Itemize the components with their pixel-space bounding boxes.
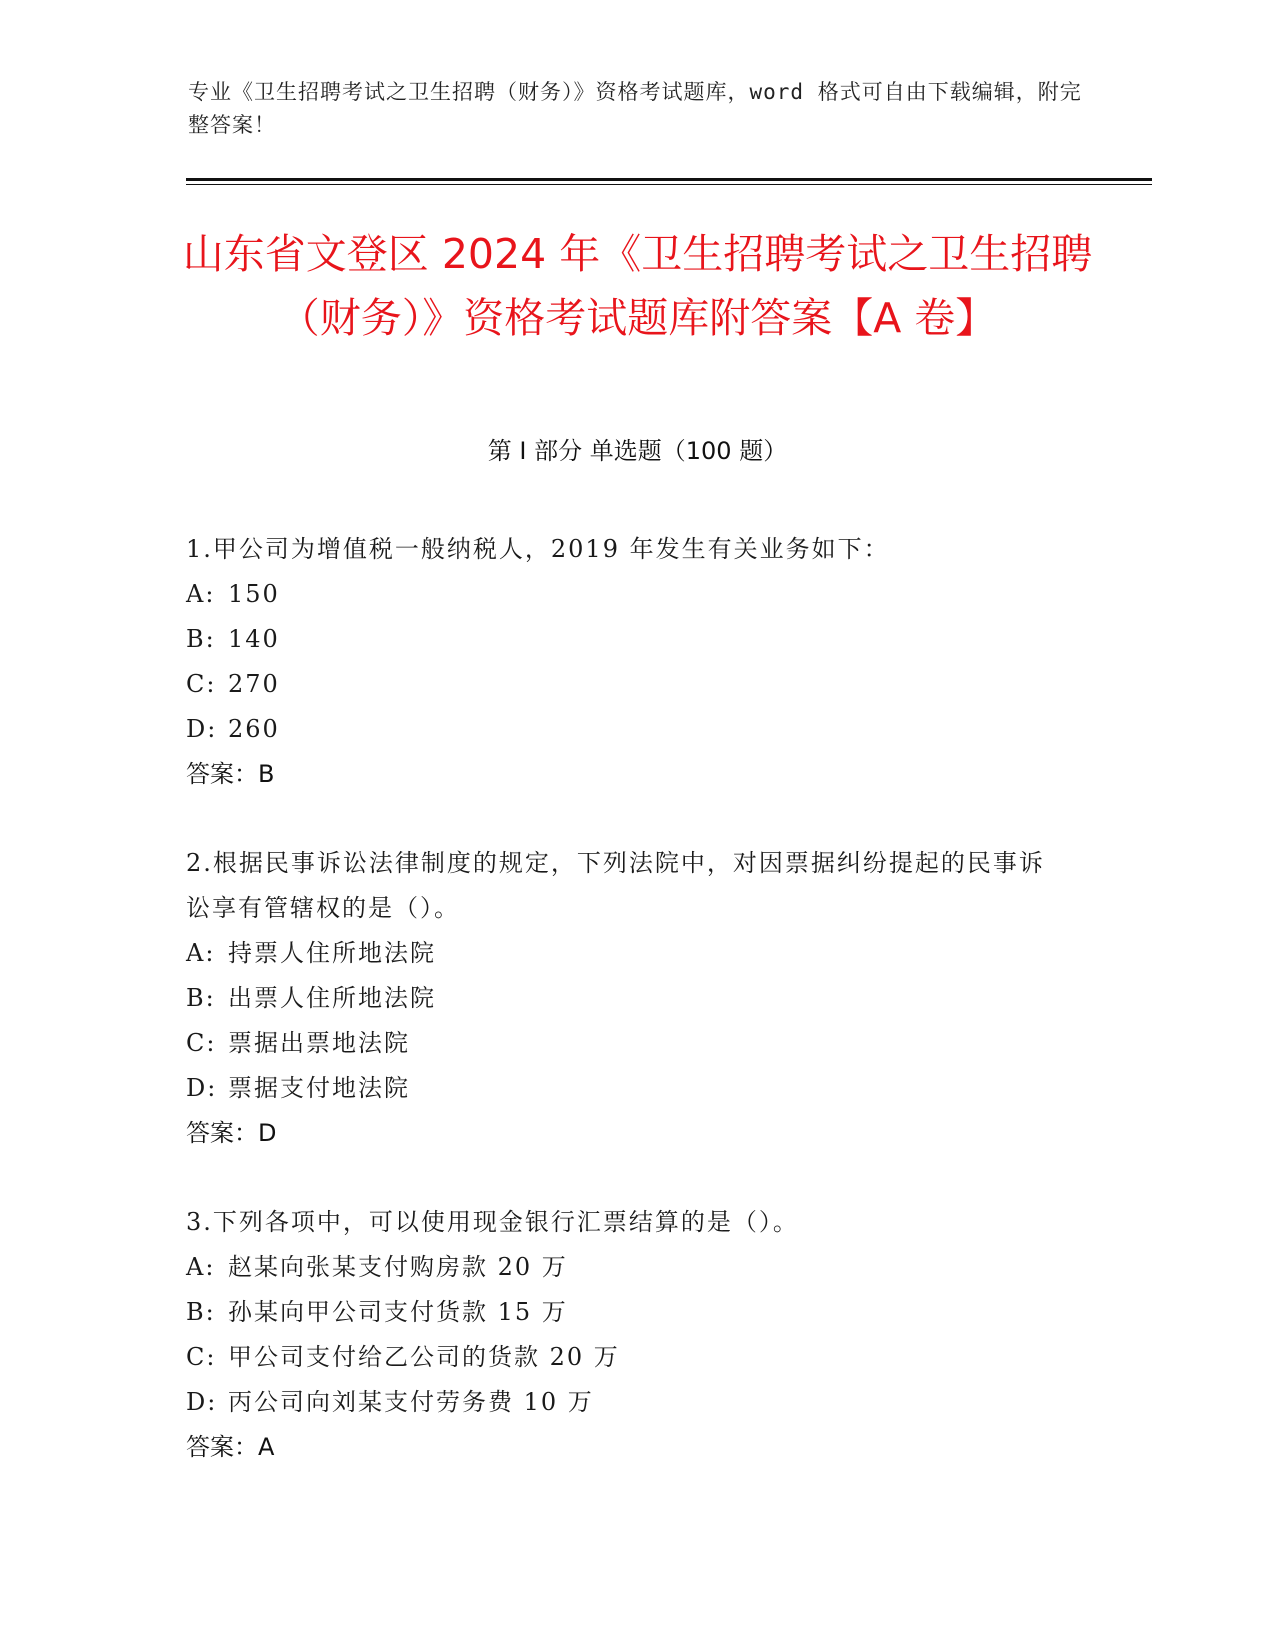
answer: 答案：A — [186, 1433, 275, 1461]
option-text: 出票人住所地法院 — [228, 984, 436, 1012]
option-text: 甲公司支付给乙公司的货款 20 万 — [228, 1343, 620, 1371]
option-label: D: — [186, 715, 218, 743]
option-d — [186, 1066, 1066, 1111]
question-1 — [186, 527, 1066, 797]
option-text: 丙公司向刘某支付劳务费 10 万 — [228, 1388, 594, 1416]
header-divider-thin — [186, 184, 1152, 185]
option-c — [186, 662, 1066, 707]
option-a — [186, 1245, 1066, 1290]
question-text: 2.根据民事诉讼法律制度的规定，下列法院中，对因票据纠纷提起的民事诉讼享有管辖权的是（）。 — [186, 849, 1045, 922]
question-list — [186, 527, 1066, 1514]
option-b — [186, 617, 1066, 662]
option-c — [186, 1021, 1066, 1066]
option-text: 票据出票地法院 — [228, 1029, 410, 1057]
option-text: 持票人住所地法院 — [228, 939, 436, 967]
question-text: 1.甲公司为增值税一般纳税人，2019 年发生有关业务如下： — [186, 535, 890, 563]
option-label: A: — [186, 1253, 216, 1281]
option-label: B: — [186, 984, 216, 1012]
option-label: D: — [186, 1074, 218, 1102]
option-a — [186, 572, 1066, 617]
option-label: B: — [186, 1298, 216, 1326]
option-text: 孙某向甲公司支付货款 15 万 — [228, 1298, 568, 1326]
option-text: 140 — [228, 625, 280, 653]
header-divider-thick — [186, 178, 1152, 181]
option-label: A: — [186, 580, 216, 608]
option-b — [186, 976, 1066, 1021]
header-note: 专业《卫生招聘考试之卫生招聘（财务）》资格考试题库，word 格式可自由下载编辑，附完整答案！ — [188, 80, 1082, 137]
option-text: 270 — [228, 670, 280, 698]
option-label: D: — [186, 1388, 218, 1416]
option-c — [186, 1335, 1066, 1380]
option-d — [186, 1380, 1066, 1425]
option-text: 票据支付地法院 — [228, 1074, 410, 1102]
option-text: 赵某向张某支付购房款 20 万 — [228, 1253, 568, 1281]
option-a — [186, 931, 1066, 976]
option-label: B: — [186, 625, 216, 653]
option-text: 260 — [228, 715, 280, 743]
option-d — [186, 707, 1066, 752]
answer: 答案：D — [186, 1119, 277, 1147]
answer: 答案：B — [186, 760, 275, 788]
document-title: 山东省文登区 2024 年《卫生招聘考试之卫生招聘（财务）》资格考试题库附答案【A 卷】 — [182, 230, 1093, 342]
section-heading: 第 I 部分 单选题（100 题） — [487, 437, 788, 465]
question-text: 3.下列各项中，可以使用现金银行汇票结算的是（）。 — [186, 1208, 799, 1236]
question-2 — [186, 841, 1066, 1156]
question-3 — [186, 1200, 1066, 1470]
option-label: C: — [186, 1343, 217, 1371]
option-b — [186, 1290, 1066, 1335]
option-label: C: — [186, 670, 217, 698]
option-label: A: — [186, 939, 216, 967]
option-label: C: — [186, 1029, 217, 1057]
option-text: 150 — [228, 580, 280, 608]
